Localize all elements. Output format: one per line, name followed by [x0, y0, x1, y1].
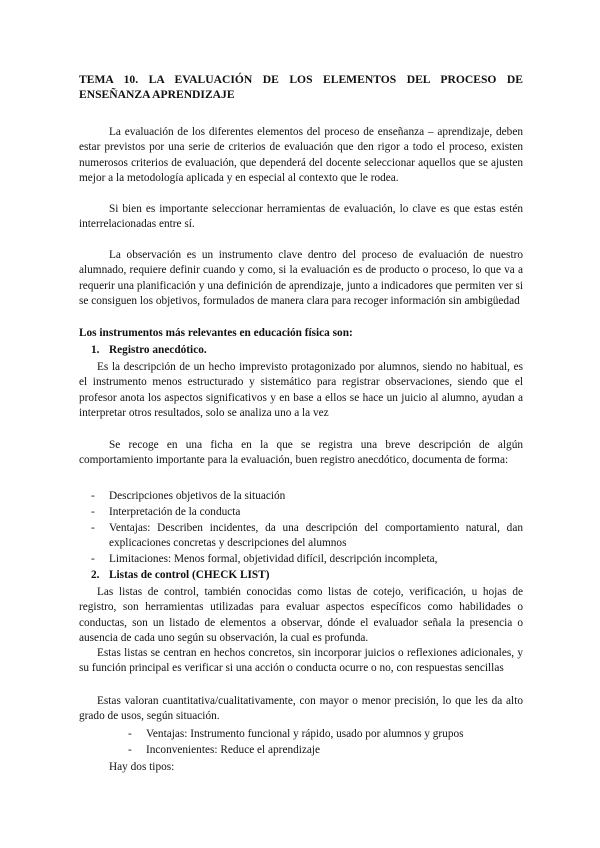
- section-1-number: 1.: [91, 344, 100, 356]
- bullet-marker: -: [91, 490, 95, 502]
- section-2-bullet-1: Ventajas: Instrumento funcional y rápido, usado por alumnos y grupos: [146, 728, 464, 740]
- bullet-marker: -: [91, 506, 95, 518]
- section-1-paragraph-1: Es la descripción de un hecho imprevisto protagonizado por alumnos, siendo no habitual, es el instrumento menos estructurado y sistemático para registrar observaciones, siendo que el profesor anota los aspectos significativos y en base a ellos se hace un juicio al alumno, ayudan a interpretar otros resultados, solo se analiza uno a la vez: [79, 361, 523, 420]
- section-2-paragraph-3: Estas valoran cuantitativa/cualitativamente, con mayor o menor precisión, lo que les da alto grado de usos, según situación.: [79, 695, 523, 723]
- bullet-marker: -: [91, 522, 95, 534]
- section-1-bullet-1: Descripciones objetivos de la situación: [109, 490, 286, 502]
- section-1-paragraph-2: Se recoge en una ficha en la que se registra una breve descripción de algún comportamiento importante para la evaluación, buen registro anecdótico, documenta de forma:: [79, 439, 523, 467]
- section-2-bullet-2: Inconvenientes: Reduce el aprendizaje: [146, 744, 321, 756]
- section-2-number: 2.: [91, 569, 100, 581]
- document-title: TEMA 10. LA EVALUACIÓN DE LOS ELEMENTOS DEL PROCESO DE ENSEÑANZA APRENDIZAJE: [79, 73, 523, 101]
- instruments-heading: Los instrumentos más relevantes en educación física son:: [79, 327, 353, 339]
- bullet-marker: -: [128, 744, 132, 756]
- intro-paragraph-1: La evaluación de los diferentes elementos del proceso de enseñanza – aprendizaje, deben estar previstos por una serie de criterios de evaluación que den rigor a todo el proceso, existen numerosos criterios de evaluación, que dependerá del docente seleccionar aquellos que se ajusten mejor a la metodología aplicada y en especial al contexto que le rodea.: [79, 126, 523, 185]
- bullet-marker: -: [128, 728, 132, 740]
- intro-paragraph-3: La observación es un instrumento clave dentro del proceso de evaluación de nuestro alumnado, requiere definir cuando y como, si la evaluación es de producto o proceso, lo que va a requerir una planificación y una definición de aprendizaje, junto a indicadores que permiten ver si se consiguen los objetivos, formulados de manera clara para recoger información sin ambigüedad: [79, 249, 523, 308]
- section-2-paragraph-2: Estas listas se centran en hechos concretos, sin incorporar juicios o reflexiones adicionales, y su función principal es verificar si una acción o conducta ocurre o no, con respuestas sencillas: [79, 647, 523, 675]
- section-2-paragraph-1: Las listas de control, también conocidas como listas de cotejo, verificación, u hojas de registro, son herramientas utilizadas para evaluar aspectos específicos como habilidades o conductas, son un listado de elementos a observar, dónde el evaluador señala la presencia o ausencia de cada uno según su observación, la cual es profunda.: [79, 586, 523, 645]
- section-2-title: Listas de control (CHECK LIST): [109, 569, 270, 581]
- section-1-bullet-2: Interpretación de la conducta: [109, 506, 241, 518]
- section-2-closing: Hay dos tipos:: [109, 761, 175, 773]
- section-1-bullet-4: Limitaciones: Menos formal, objetividad difícil, descripción incompleta,: [109, 553, 438, 565]
- section-1-bullet-3: Ventajas: Describen incidentes, da una descripción del comportamiento natural, dan explicaciones concretas y descripciones del alumnos: [109, 522, 523, 550]
- intro-paragraph-2: Si bien es importante seleccionar herramientas de evaluación, lo clave es que estas estén interrelacionadas entre sí.: [79, 203, 523, 231]
- section-1-title: Registro anecdótico.: [109, 344, 207, 356]
- bullet-marker: -: [91, 553, 95, 565]
